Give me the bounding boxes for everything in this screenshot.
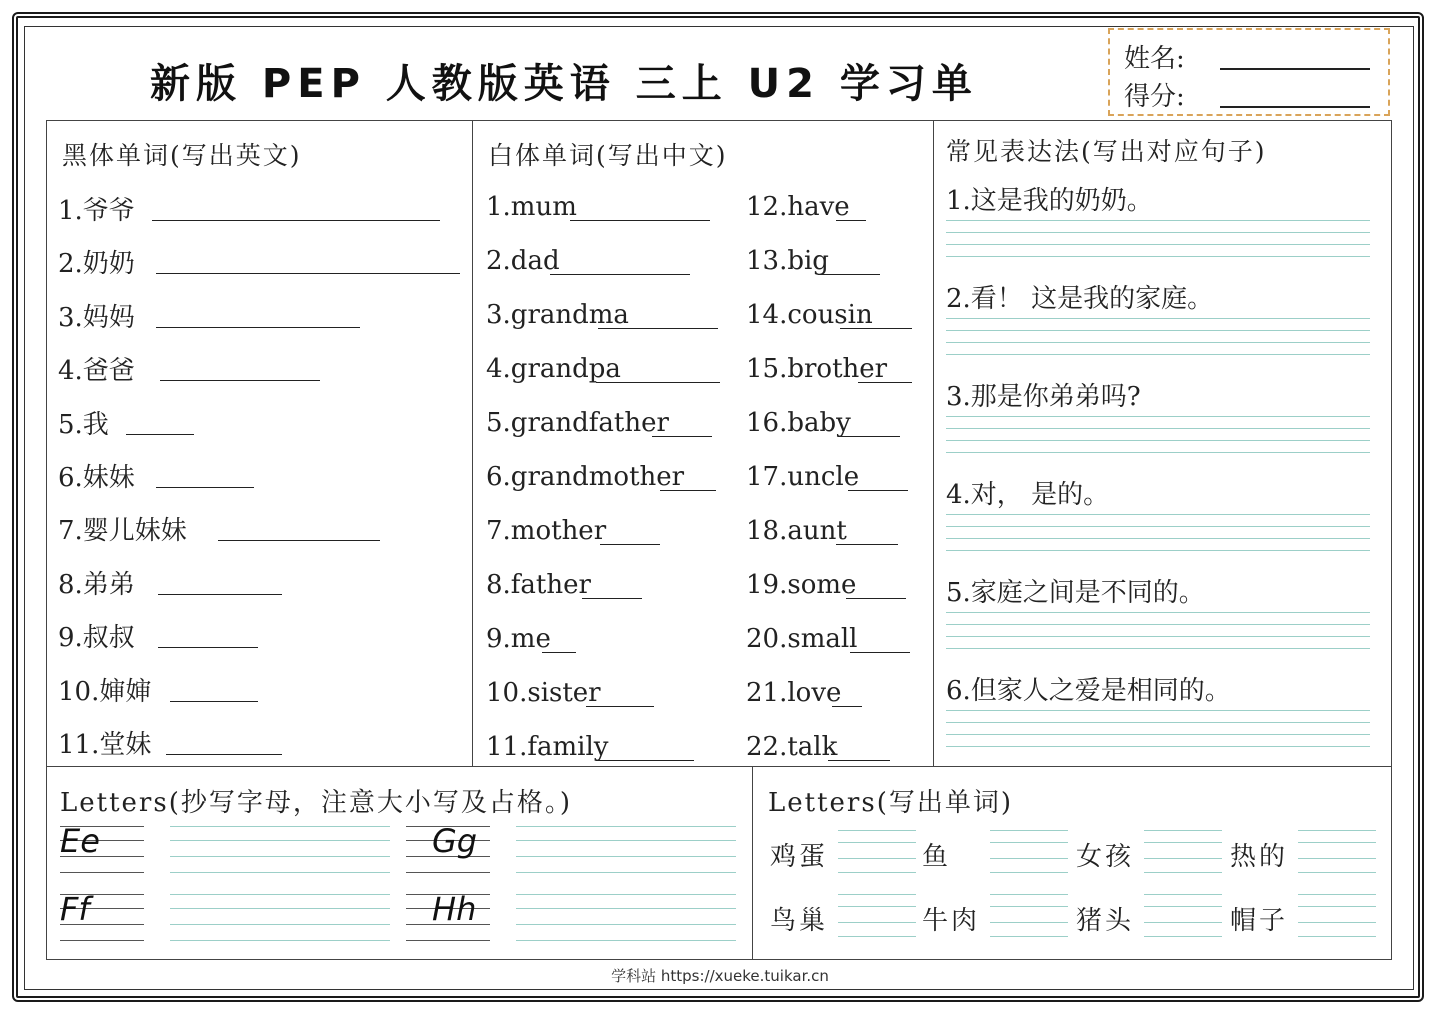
answer-blank[interactable] [156,273,460,274]
letter-sample: Ee [60,822,100,860]
col2-word: 20.small [746,624,858,654]
col1-item: 11.堂妹 [58,730,152,760]
writing-line[interactable] [946,342,1370,343]
writing-line[interactable] [946,428,1370,429]
divider-col2 [933,120,934,766]
answer-blank[interactable] [570,220,710,221]
col1-item: 8.弟弟 [58,569,135,600]
writing-line[interactable] [1298,872,1376,873]
writing-line[interactable] [946,330,1370,331]
divider-letters [752,766,753,960]
writing-line[interactable] [1144,922,1222,923]
writing-line[interactable] [170,908,390,909]
writing-line[interactable] [1298,842,1376,843]
writing-line[interactable] [838,842,916,843]
col1-heading: 黑体单词(写出英文) [62,141,302,170]
writing-line[interactable] [946,452,1370,453]
writing-line[interactable] [1298,936,1376,937]
writing-line[interactable] [990,872,1068,873]
answer-blank[interactable] [660,490,716,491]
footer-source: 学科站 https://xueke.tuikar.cn [611,967,829,985]
writing-line[interactable] [946,232,1370,233]
writing-line[interactable] [516,856,736,857]
col1-item: 2.奶奶 [58,249,135,280]
answer-blank[interactable] [158,647,258,648]
answer-blank[interactable] [158,594,282,595]
letter-sample: Ff [60,890,90,928]
col2-word: 13.big [746,246,829,276]
writing-line[interactable] [1298,830,1376,831]
answer-blank[interactable] [828,760,890,761]
col2-word: 6.grandmother [486,462,685,492]
writing-line[interactable] [946,416,1370,417]
writing-line[interactable] [946,722,1370,723]
writing-line[interactable] [946,746,1370,747]
writing-line[interactable] [946,514,1370,515]
writing-line[interactable] [170,894,390,895]
answer-blank[interactable] [160,380,320,381]
writing-line[interactable] [946,256,1370,257]
expression-item: 4.对， 是的。 [946,480,1110,510]
col2-word: 12.have [746,192,850,222]
word-prompt: 鱼 [922,842,952,872]
answer-blank[interactable] [156,487,254,488]
answer-blank[interactable] [152,220,440,221]
col2-word: 15.brother [746,354,888,384]
name-score-box [1108,28,1390,116]
col2-word: 21.love [746,678,842,708]
writing-line [406,872,490,873]
col1-item: 4.爸爸 [58,356,135,387]
writing-line[interactable] [516,908,736,909]
col1-item: 3.妈妈 [58,302,135,333]
answer-blank[interactable] [596,760,694,761]
letter-sample: Hh [432,890,477,928]
writing-line[interactable] [1144,858,1222,859]
writing-line[interactable] [946,244,1370,245]
answer-blank[interactable] [156,327,360,328]
writing-line[interactable] [990,842,1068,843]
writing-line[interactable] [946,648,1370,649]
writing-line [60,872,144,873]
col2-word: 14.cousin [746,300,873,330]
letters-copy-heading: Letters(抄写字母，注意大小写及占格。) [60,788,572,818]
col2-word: 8.father [486,570,591,600]
writing-line[interactable] [946,440,1370,441]
answer-blank[interactable] [836,220,866,221]
writing-line[interactable] [1298,922,1376,923]
answer-blank[interactable] [832,706,862,707]
writing-line[interactable] [1298,894,1376,895]
writing-line[interactable] [516,894,736,895]
name-field[interactable] [1220,68,1370,70]
writing-line[interactable] [1144,830,1222,831]
writing-line[interactable] [1144,936,1222,937]
writing-line[interactable] [170,826,390,827]
name-label: 姓名: [1124,44,1185,74]
divider-row [46,766,1392,767]
writing-line[interactable] [1298,906,1376,907]
col2-word: 1.mum [486,192,577,222]
answer-blank[interactable] [550,274,690,275]
col1-item: 10.婶婶 [58,676,152,707]
writing-line[interactable] [838,894,916,895]
divider-col1 [472,120,473,766]
writing-line[interactable] [946,612,1370,613]
col2-word: 10.sister [486,678,601,708]
col2-word: 7.mother [486,516,607,546]
expression-item: 1.这是我的奶奶。 [946,186,1153,216]
writing-line[interactable] [838,922,916,923]
col3-heading: 常见表达法(写出对应句子) [946,137,1267,166]
answer-blank[interactable] [170,701,258,702]
answer-blank[interactable] [596,382,720,383]
word-prompt: 帽子 [1230,906,1289,936]
word-prompt: 鸟巢 [770,906,829,936]
col2-word: 19.some [746,570,857,600]
writing-line[interactable] [516,924,736,925]
writing-line[interactable] [516,840,736,841]
col2-word: 2.dad [486,246,560,276]
writing-line[interactable] [516,940,736,941]
writing-line[interactable] [1144,906,1222,907]
answer-blank[interactable] [858,382,912,383]
col1-item: 6.妹妹 [58,463,135,493]
writing-line[interactable] [990,906,1068,907]
word-prompt: 鸡蛋 [770,842,829,872]
answer-blank[interactable] [840,328,912,329]
writing-line[interactable] [838,858,916,859]
word-prompt: 女孩 [1076,842,1135,872]
writing-line[interactable] [170,856,390,857]
col2-word: 22.talk [746,732,838,762]
writing-line[interactable] [990,936,1068,937]
writing-line[interactable] [838,872,916,873]
col2-word: 18.aunt [746,516,847,546]
score-field[interactable] [1220,106,1370,108]
col2-heading: 白体单词(写出中文) [488,141,728,170]
col1-item: 1.爷爷 [58,196,135,226]
expression-item: 6.但家人之爱是相同的。 [946,676,1231,706]
answer-blank[interactable] [652,436,712,437]
writing-line[interactable] [946,354,1370,355]
answer-blank[interactable] [848,490,908,491]
expression-item: 5.家庭之间是不同的。 [946,578,1205,608]
word-prompt: 猪头 [1076,906,1135,936]
writing-line[interactable] [838,906,916,907]
worksheet-title: 新版 PEP 人教版英语 三上 U2 学习单 [150,61,978,107]
writing-line[interactable] [990,858,1068,859]
answer-blank[interactable] [838,436,900,437]
writing-line[interactable] [946,318,1370,319]
writing-line[interactable] [990,922,1068,923]
writing-line[interactable] [516,826,736,827]
answer-blank[interactable] [218,540,380,541]
answer-blank[interactable] [582,598,642,599]
writing-line[interactable] [946,538,1370,539]
col1-item: 5.我 [58,409,109,440]
answer-blank[interactable] [598,328,718,329]
answer-blank[interactable] [818,274,880,275]
word-prompt: 热的 [1230,842,1289,872]
col2-word: 5.grandfather [486,408,669,438]
col2-word: 11.family [486,732,609,762]
writing-line[interactable] [838,936,916,937]
answer-blank[interactable] [836,544,898,545]
answer-blank[interactable] [166,754,282,755]
answer-blank[interactable] [850,652,910,653]
answer-blank[interactable] [846,598,906,599]
answer-blank[interactable] [126,434,194,435]
writing-line[interactable] [946,220,1370,221]
col1-item: 9.叔叔 [58,623,135,654]
writing-line[interactable] [170,840,390,841]
col2-word: 17.uncle [746,462,860,492]
writing-line[interactable] [1144,894,1222,895]
expression-item: 2.看！ 这是我的家庭。 [946,284,1214,314]
col1-item: 7.婴儿妹妹 [58,516,187,547]
writing-line[interactable] [1144,842,1222,843]
writing-line [60,940,144,941]
col2-word: 4.grandpa [486,354,621,384]
expression-item: 3.那是你弟弟吗? [946,382,1141,412]
letter-sample: Gg [432,822,478,860]
writing-line[interactable] [1144,872,1222,873]
writing-line[interactable] [990,830,1068,831]
col2-word: 9.me [486,624,551,654]
writing-line[interactable] [946,710,1370,711]
col2-word: 3.grandma [486,300,629,330]
word-prompt: 牛肉 [922,906,981,936]
writing-line[interactable] [170,872,390,873]
answer-blank[interactable] [542,652,576,653]
writing-line[interactable] [170,924,390,925]
writing-line[interactable] [946,624,1370,625]
letters-words-heading: Letters(写出单词) [768,788,1013,818]
writing-line[interactable] [946,734,1370,735]
answer-blank[interactable] [600,544,660,545]
writing-line[interactable] [1298,858,1376,859]
writing-line[interactable] [838,830,916,831]
writing-line [406,940,490,941]
writing-line[interactable] [946,550,1370,551]
writing-line[interactable] [516,872,736,873]
answer-blank[interactable] [586,706,654,707]
writing-line[interactable] [946,636,1370,637]
col2-word: 16.baby [746,408,851,438]
writing-line[interactable] [170,940,390,941]
writing-line[interactable] [990,894,1068,895]
score-label: 得分: [1124,82,1185,112]
writing-line[interactable] [946,526,1370,527]
